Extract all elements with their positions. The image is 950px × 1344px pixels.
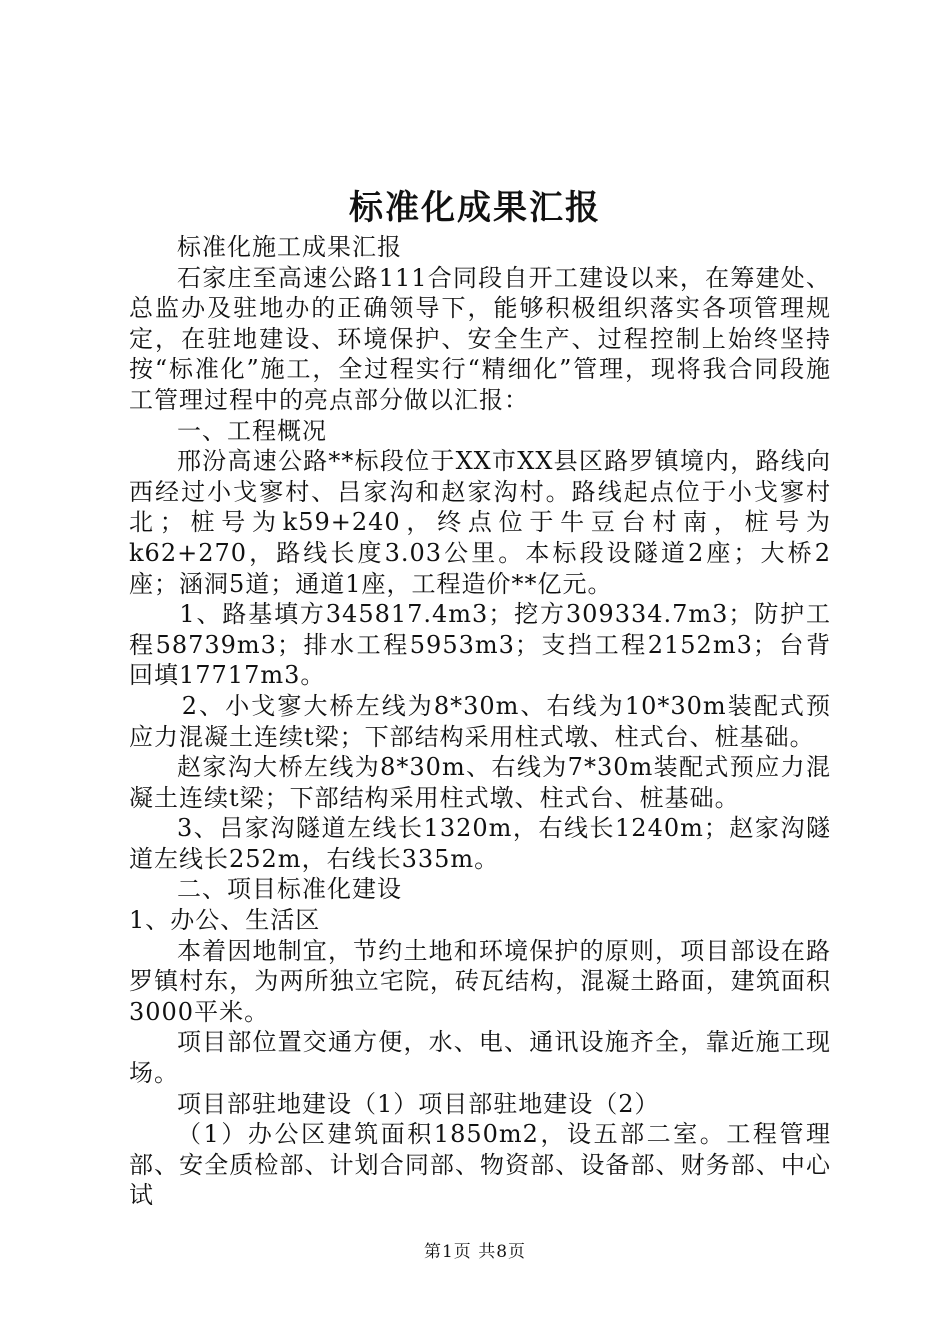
document-body (129, 232, 831, 1211)
paragraph-office-transport: 项目部位置交通方便，水、电、通讯设施齐全，靠近施工现场。 (129, 1028, 831, 1088)
subsection-heading-office: 1、办公、生活区 (129, 906, 321, 935)
section-heading-standardization: 二、项目标准化建设 (177, 875, 402, 904)
paragraph-office-area: （1）办公区建筑面积1850m2，设五部二室。工程管理部、安全质检部、计划合同部、物资部、设备部、财务部、中心试 (129, 1120, 831, 1210)
paragraph-overview: 邢汾高速公路**标段位于XX市XX县区路罗镇境内，路线向西经过小戈寥村、吕家沟和赵家沟村。路线起点位于小戈寥村北；桩号为k59+240，终点位于牛豆台村南，桩号为k62+270，路线长度3.03公里。本标段设隧道2座；大桥2座；涵洞5道；通道1座，工程造价**亿元。 (129, 447, 831, 598)
section-heading-overview: 一、工程概况 (177, 416, 327, 445)
paragraph-zhaojiagou-bridge: 赵家沟大桥左线为8*30m、右线为7*30m装配式预应力混凝土连续t梁；下部结构采用柱式墩、柱式台、桩基础。 (129, 753, 831, 812)
paragraph-item-2: 2、小戈寥大桥左线为8*30m、右线为10*30m装配式预应力混凝土连续t梁；下部结构采用柱式墩、柱式台、桩基础。 (129, 691, 831, 751)
paragraph-office-location: 本着因地制宜，节约土地和环境保护的原则，项目部设在路罗镇村东，为两所独立宅院，砖瓦结构，混凝土路面，建筑面积3000平米。 (129, 936, 831, 1026)
document-title: 标准化成果汇报 (349, 188, 601, 228)
page-footer: 第1页 共8页 (423, 1242, 527, 1262)
paragraph-intro: 石家庄至高速公路111合同段自开工建设以来，在筹建处、总监办及驻地办的正确领导下，能够积极组织落实各项管理规定，在驻地建设、环境保护、安全生产、过程控制上始终坚持按“标准化”施工，全过程实行“精细化”管理，现将我合同段施工管理过程中的亮点部分做以汇报： (129, 263, 831, 414)
paragraph-item-1: 1、路基填方345817.4m3；挖方309334.7m3；防护工程58739m3；排水工程5953m3；支挡工程2152m3；台背回填17717m3。 (129, 600, 831, 690)
paragraph-subtitle: 标准化施工成果汇报 (177, 233, 402, 261)
paragraph-site-construction: 项目部驻地建设（1）项目部驻地建设（2） (177, 1089, 660, 1118)
paragraph-item-3: 3、吕家沟隧道左线长1320m，右线长1240m；赵家沟隧道左线长252m，右线长335m。 (129, 814, 831, 873)
